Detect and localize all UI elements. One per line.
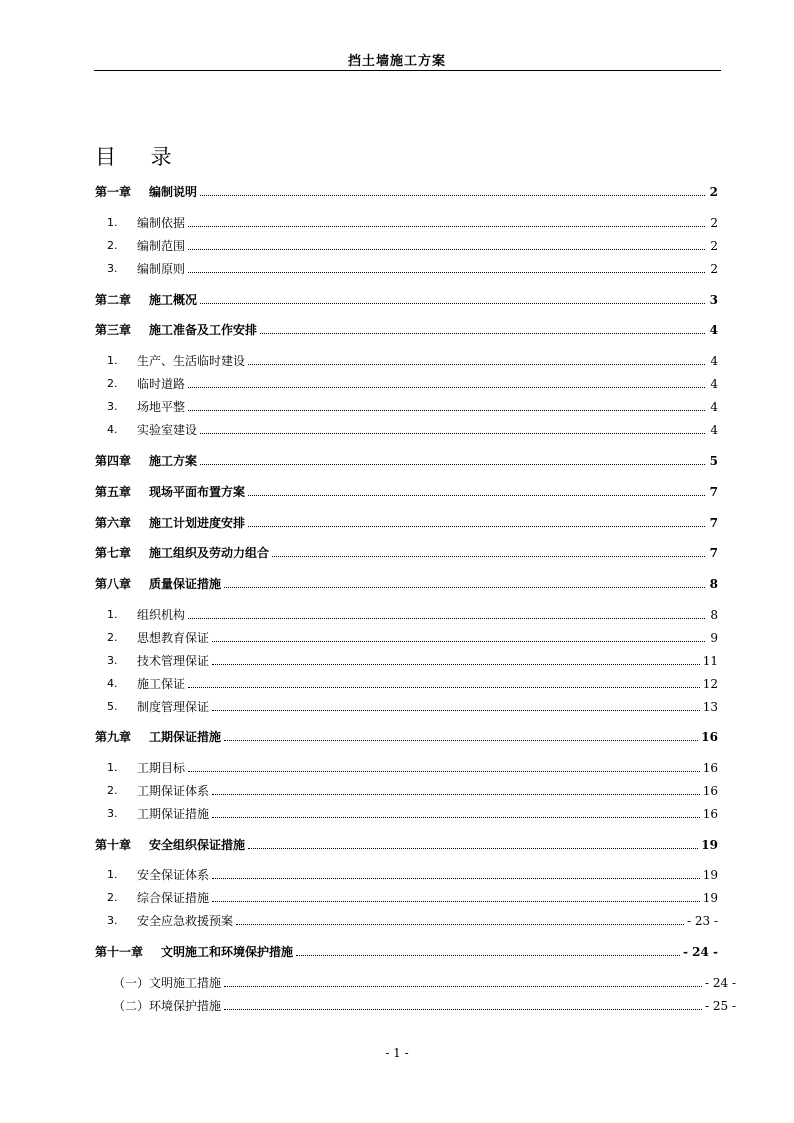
- dot-leader: [188, 271, 705, 273]
- toc-entry-title: 编制说明: [149, 185, 198, 199]
- dot-leader: [200, 432, 705, 434]
- toc-entry-page-number: 7: [709, 516, 718, 530]
- toc-entry-number: 1.: [107, 868, 118, 881]
- toc-entry-item[interactable]: [95, 911, 718, 929]
- toc-entry-page-number: 4: [710, 377, 718, 391]
- toc-entry-item[interactable]: [95, 651, 718, 669]
- toc-entry-title: 安全应急救援预案: [137, 914, 234, 928]
- dot-leader: [212, 816, 700, 818]
- toc-entry-number: 第二章: [95, 293, 132, 307]
- toc-entry-page-number: 13: [702, 700, 718, 714]
- toc-entry-title: 现场平面布置方案: [149, 485, 246, 499]
- toc-entry-page-number: 19: [702, 891, 718, 905]
- toc-entry-title: 施工准备及工作安排: [149, 323, 258, 337]
- dot-leader: [236, 923, 684, 925]
- dot-leader: [224, 739, 698, 741]
- toc-entry-page-number: - 23 -: [686, 914, 718, 928]
- toc-entry-page-number: 4: [710, 400, 718, 414]
- toc-entry-page-number: 19: [702, 868, 718, 882]
- toc-entry-sub[interactable]: [95, 996, 736, 1014]
- toc-entry-number: （二）: [113, 999, 150, 1013]
- toc-entry-chapter[interactable]: [95, 513, 718, 531]
- toc-entry-sub[interactable]: [95, 973, 736, 991]
- dot-leader: [200, 463, 705, 465]
- toc-entry-title: 组织机构: [137, 608, 186, 622]
- toc-entry-number: 3.: [107, 400, 118, 413]
- dot-leader: [248, 494, 705, 496]
- toc-entry-title: 编制依据: [137, 216, 186, 230]
- toc-entry-title: 工期保证措施: [149, 730, 222, 744]
- toc-entry-number: 4.: [107, 677, 118, 690]
- toc-entry-chapter[interactable]: [95, 290, 718, 308]
- toc-entry-item[interactable]: [95, 351, 718, 369]
- toc-entry-page-number: 2: [710, 262, 718, 276]
- toc-entry-item[interactable]: [95, 697, 718, 715]
- toc-entry-title: 工期保证体系: [137, 784, 210, 798]
- toc-entry-number: 3.: [107, 262, 118, 275]
- toc-entry-page-number: 16: [702, 761, 718, 775]
- toc-entry-page-number: - 24 -: [704, 976, 736, 990]
- toc-entry-item[interactable]: [95, 420, 718, 438]
- toc-entry-chapter[interactable]: [95, 182, 718, 200]
- running-header-title: 挡土墙施工方案: [347, 54, 446, 69]
- toc-entry-number: 第十章: [95, 838, 132, 852]
- toc-entry-title: 文明施工和环境保护措施: [161, 945, 294, 959]
- dot-leader: [188, 409, 705, 411]
- toc-entry-chapter[interactable]: [95, 320, 718, 338]
- toc-entry-chapter[interactable]: [95, 543, 718, 561]
- toc-entry-item[interactable]: [95, 397, 718, 415]
- toc-entry-page-number: 16: [702, 807, 718, 821]
- toc-entry-chapter[interactable]: [95, 727, 718, 745]
- toc-entry-title: 施工概况: [149, 293, 198, 307]
- dot-leader: [224, 1008, 702, 1010]
- toc-entry-page-number: 2: [709, 185, 718, 199]
- toc-entry-page-number: 12: [702, 677, 718, 691]
- toc-entry-number: 3.: [107, 914, 118, 927]
- toc-entry-number: 第七章: [95, 546, 132, 560]
- toc-entry-title: 技术管理保证: [137, 654, 210, 668]
- toc-entry-title: 施工保证: [137, 677, 186, 691]
- footer-page-number: - 1 -: [385, 1046, 409, 1060]
- toc-entry-title: 临时道路: [137, 377, 186, 391]
- toc-entry-item[interactable]: [95, 374, 718, 392]
- toc-entry-page-number: 4: [709, 323, 718, 337]
- dot-leader: [188, 617, 705, 619]
- toc-entry-title: 安全组织保证措施: [149, 838, 246, 852]
- dot-leader: [212, 793, 700, 795]
- toc-entry-page-number: 2: [710, 216, 718, 230]
- toc-entry-title: 制度管理保证: [137, 700, 210, 714]
- toc-entry-title: 工期目标: [137, 761, 186, 775]
- toc-entry-page-number: 19: [701, 838, 718, 852]
- dot-leader: [188, 770, 700, 772]
- toc-entry-item[interactable]: [95, 888, 718, 906]
- toc-entry-title: 工期保证措施: [137, 807, 210, 821]
- toc-entry-chapter[interactable]: [95, 942, 718, 960]
- toc-entry-item[interactable]: [95, 236, 718, 254]
- toc-entry-page-number: - 24 -: [682, 945, 718, 959]
- toc-entry-chapter[interactable]: [95, 482, 718, 500]
- toc-entry-number: 1.: [107, 216, 118, 229]
- toc-entry-item[interactable]: [95, 259, 718, 277]
- dot-leader: [200, 302, 705, 304]
- dot-leader: [248, 525, 705, 527]
- toc-heading: 目 录: [95, 145, 186, 169]
- toc-entry-number: 3.: [107, 654, 118, 667]
- toc-entry-title: 安全保证体系: [137, 868, 210, 882]
- dot-leader: [224, 586, 705, 588]
- toc-entry-item[interactable]: [95, 758, 718, 776]
- dot-leader: [296, 954, 680, 956]
- toc-entry-title: 实验室建设: [137, 423, 198, 437]
- toc-entry-number: 2.: [107, 377, 118, 390]
- toc-entry-number: 2.: [107, 239, 118, 252]
- toc-entry-number: 第十一章: [95, 945, 144, 959]
- toc-entry-number: 1.: [107, 354, 118, 367]
- toc-entry-title: 施工计划进度安排: [149, 516, 246, 530]
- dot-leader: [188, 248, 705, 250]
- dot-leader: [188, 686, 700, 688]
- toc-entry-title: 编制原则: [137, 262, 186, 276]
- dot-leader: [248, 363, 705, 365]
- toc-entry-number: 第三章: [95, 323, 132, 337]
- toc-entry-page-number: 7: [709, 546, 718, 560]
- toc-entry-number: 1.: [107, 761, 118, 774]
- toc-entry-chapter[interactable]: [95, 451, 718, 469]
- dot-leader: [212, 877, 700, 879]
- toc-entry-title: 场地平整: [137, 400, 186, 414]
- toc-entry-number: 5.: [107, 700, 118, 713]
- toc-entry-number: 第九章: [95, 730, 132, 744]
- toc-entry-number: 第六章: [95, 516, 132, 530]
- toc-entry-page-number: 8: [710, 608, 718, 622]
- toc-entry-item[interactable]: [95, 804, 718, 822]
- toc-entry-title: 质量保证措施: [149, 577, 222, 591]
- toc-entry-page-number: 16: [701, 730, 718, 744]
- toc-entry-number: （一）: [113, 976, 150, 990]
- dot-leader: [188, 386, 705, 388]
- dot-leader: [248, 847, 698, 849]
- toc-entry-item[interactable]: [95, 628, 718, 646]
- toc-entry-page-number: 4: [710, 354, 718, 368]
- toc-entry-page-number: 11: [702, 654, 718, 668]
- toc-entry-item[interactable]: [95, 605, 718, 623]
- toc-entry-page-number: 3: [709, 293, 718, 307]
- toc-entry-number: 2.: [107, 784, 118, 797]
- toc-entry-title: 环境保护措施: [149, 999, 222, 1013]
- toc-entry-number: 第五章: [95, 485, 132, 499]
- dot-leader: [212, 663, 700, 665]
- toc-entry-page-number: 16: [702, 784, 718, 798]
- toc-entry-page-number: 5: [709, 454, 718, 468]
- toc-entry-title: 施工组织及劳动力组合: [149, 546, 270, 560]
- toc-entry-number: 第八章: [95, 577, 132, 591]
- toc-entry-page-number: 9: [710, 631, 718, 645]
- toc-entry-number: 4.: [107, 423, 118, 436]
- toc-entry-item[interactable]: [95, 674, 718, 692]
- toc-entry-title: 生产、生活临时建设: [137, 354, 246, 368]
- toc-entry-number: 3.: [107, 807, 118, 820]
- dot-leader: [200, 194, 705, 196]
- dot-leader: [260, 332, 705, 334]
- toc-entry-number: 第四章: [95, 454, 132, 468]
- toc-entry-item[interactable]: [95, 781, 718, 799]
- toc-entry-page-number: - 25 -: [704, 999, 736, 1013]
- toc-entry-title: 施工方案: [149, 454, 198, 468]
- toc-entry-chapter[interactable]: [95, 835, 718, 853]
- toc-entry-item[interactable]: [95, 213, 718, 231]
- dot-leader: [224, 985, 702, 987]
- toc-entry-page-number: 4: [710, 423, 718, 437]
- toc-entry-page-number: 2: [710, 239, 718, 253]
- toc-entry-number: 2.: [107, 891, 118, 904]
- dot-leader: [212, 900, 700, 902]
- toc-entry-number: 1.: [107, 608, 118, 621]
- dot-leader: [212, 709, 700, 711]
- toc-entry-number: 第一章: [95, 185, 132, 199]
- toc-entry-chapter[interactable]: [95, 574, 718, 592]
- toc-entry-item[interactable]: [95, 865, 718, 883]
- dot-leader: [188, 225, 705, 227]
- toc-entry-title: 综合保证措施: [137, 891, 210, 905]
- toc-entry-number: 2.: [107, 631, 118, 644]
- toc-entry-title: 文明施工措施: [149, 976, 222, 990]
- toc-entry-title: 编制范围: [137, 239, 186, 253]
- toc-entry-title: 思想教育保证: [137, 631, 210, 645]
- dot-leader: [212, 640, 705, 642]
- toc-entry-page-number: 7: [709, 485, 718, 499]
- toc-entry-page-number: 8: [709, 577, 718, 591]
- dot-leader: [272, 555, 705, 557]
